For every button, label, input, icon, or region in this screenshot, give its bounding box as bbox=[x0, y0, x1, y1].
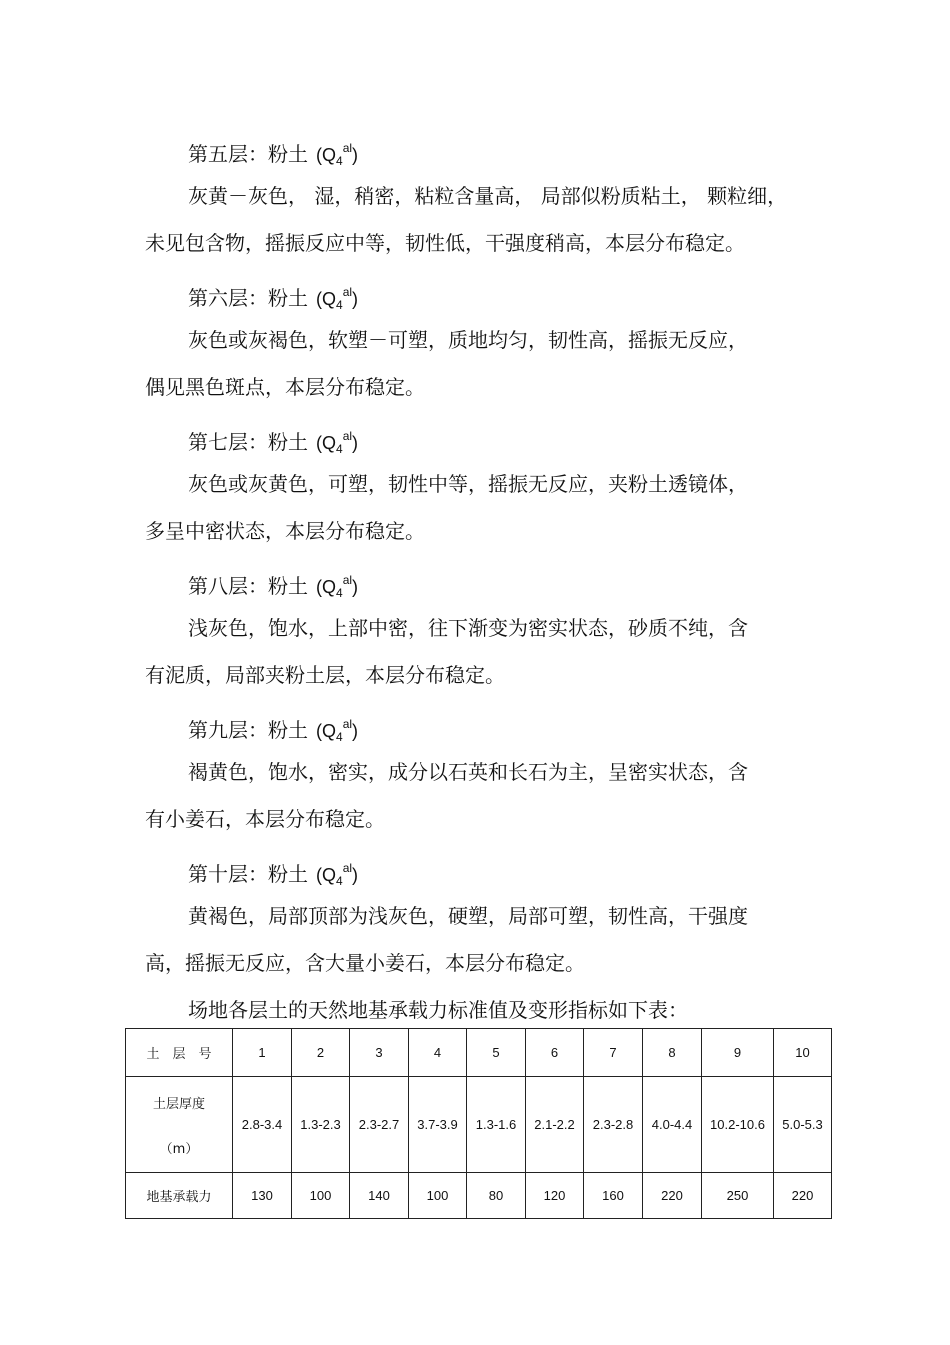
layer-5-heading: 第五层：粉土 $(Q_4^{al})$ bbox=[188, 141, 359, 168]
geologic-age-label: $(Q_4^{al})$ bbox=[316, 717, 359, 744]
table-cell: 4 bbox=[409, 1029, 467, 1077]
table-cell: 160 bbox=[584, 1173, 643, 1219]
table-cell: 10 bbox=[774, 1029, 832, 1077]
table-cell: 6 bbox=[526, 1029, 584, 1077]
layer-6-desc-line-1: 灰色或灰褐色，软塑－可塑，质地均匀，韧性高，摇振无反应， bbox=[188, 328, 748, 352]
table-row-thickness bbox=[126, 1077, 832, 1173]
layer-8-heading: 第八层：粉土 $(Q_4^{al})$ bbox=[188, 573, 359, 600]
table-cell: 10.2-10.6 bbox=[702, 1077, 774, 1173]
table-cell: 3.7-3.9 bbox=[409, 1077, 467, 1173]
table-cell: 220 bbox=[643, 1173, 702, 1219]
layer-10-desc-line-2: 高，摇振无反应，含大量小姜石，本层分布稳定。 bbox=[145, 951, 585, 975]
layer-7-desc-line-2: 多呈中密状态，本层分布稳定。 bbox=[145, 519, 425, 543]
layer-9-desc-line-2: 有小姜石，本层分布稳定。 bbox=[145, 807, 385, 831]
row-label-bearing-capacity: 地基承载力 bbox=[126, 1173, 233, 1219]
row-label-layer-number: 土 层 号 bbox=[126, 1029, 233, 1077]
table-cell: 1 bbox=[233, 1029, 292, 1077]
table-cell: 220 bbox=[774, 1173, 832, 1219]
table-cell: 2.8-3.4 bbox=[233, 1077, 292, 1173]
layer-9-heading: 第九层：粉土 $(Q_4^{al})$ bbox=[188, 717, 359, 744]
table-cell: 1.3-1.6 bbox=[467, 1077, 526, 1173]
layer-5-desc-line-1: 灰黄－灰色， 湿，稍密，粘粒含量高， 局部似粉质粘土， 颗粒细， bbox=[188, 184, 788, 208]
table-cell: 100 bbox=[409, 1173, 467, 1219]
layer-5-desc-line-2: 未见包含物，摇振反应中等，韧性低，干强度稍高，本层分布稳定。 bbox=[145, 231, 745, 255]
table-cell: 140 bbox=[350, 1173, 409, 1219]
geologic-age-label: $(Q_4^{al})$ bbox=[316, 573, 359, 600]
table-cell: 2.3-2.8 bbox=[584, 1077, 643, 1173]
geologic-age-label: $(Q_4^{al})$ bbox=[316, 285, 359, 312]
table-cell: 5 bbox=[467, 1029, 526, 1077]
soil-parameters-table bbox=[125, 1028, 832, 1219]
layer-7-desc-line-1: 灰色或灰黄色，可塑，韧性中等，摇振无反应，夹粉土透镜体， bbox=[188, 472, 748, 496]
row-label-thickness: 土层厚度 （m） bbox=[126, 1077, 233, 1173]
table-cell: 80 bbox=[467, 1173, 526, 1219]
layer-7-heading: 第七层：粉土 $(Q_4^{al})$ bbox=[188, 429, 359, 456]
table-intro: 场地各层土的天然地基承载力标准值及变形指标如下表： bbox=[188, 998, 688, 1022]
layer-6-heading: 第六层：粉土 $(Q_4^{al})$ bbox=[188, 285, 359, 312]
geologic-age-label: $(Q_4^{al})$ bbox=[316, 429, 359, 456]
layer-8-desc-line-2: 有泥质，局部夹粉土层，本层分布稳定。 bbox=[145, 663, 505, 687]
table-cell: 7 bbox=[584, 1029, 643, 1077]
table-cell: 4.0-4.4 bbox=[643, 1077, 702, 1173]
table-row-layer-number bbox=[126, 1029, 832, 1077]
table-cell: 1.3-2.3 bbox=[292, 1077, 350, 1173]
table-cell: 100 bbox=[292, 1173, 350, 1219]
table-cell: 2.1-2.2 bbox=[526, 1077, 584, 1173]
table-cell: 2 bbox=[292, 1029, 350, 1077]
geologic-age-label: $(Q_4^{al})$ bbox=[316, 141, 359, 168]
layer-10-desc-line-1: 黄褐色，局部顶部为浅灰色，硬塑，局部可塑，韧性高，干强度 bbox=[188, 904, 748, 928]
geologic-age-label: $(Q_4^{al})$ bbox=[316, 861, 359, 888]
table-cell: 5.0-5.3 bbox=[774, 1077, 832, 1173]
layer-8-desc-line-1: 浅灰色，饱水，上部中密，往下渐变为密实状态，砂质不纯，含 bbox=[188, 616, 748, 640]
layer-10-heading: 第十层：粉土 $(Q_4^{al})$ bbox=[188, 861, 359, 888]
layer-9-desc-line-1: 褐黄色，饱水，密实，成分以石英和长石为主，呈密实状态，含 bbox=[188, 760, 748, 784]
table-cell: 120 bbox=[526, 1173, 584, 1219]
table-cell: 8 bbox=[643, 1029, 702, 1077]
table-cell: 3 bbox=[350, 1029, 409, 1077]
table-cell: 130 bbox=[233, 1173, 292, 1219]
table-cell: 250 bbox=[702, 1173, 774, 1219]
table-cell: 2.3-2.7 bbox=[350, 1077, 409, 1173]
table-row-bearing-capacity bbox=[126, 1173, 832, 1219]
layer-6-desc-line-2: 偶见黑色斑点，本层分布稳定。 bbox=[145, 375, 425, 399]
table-cell: 9 bbox=[702, 1029, 774, 1077]
